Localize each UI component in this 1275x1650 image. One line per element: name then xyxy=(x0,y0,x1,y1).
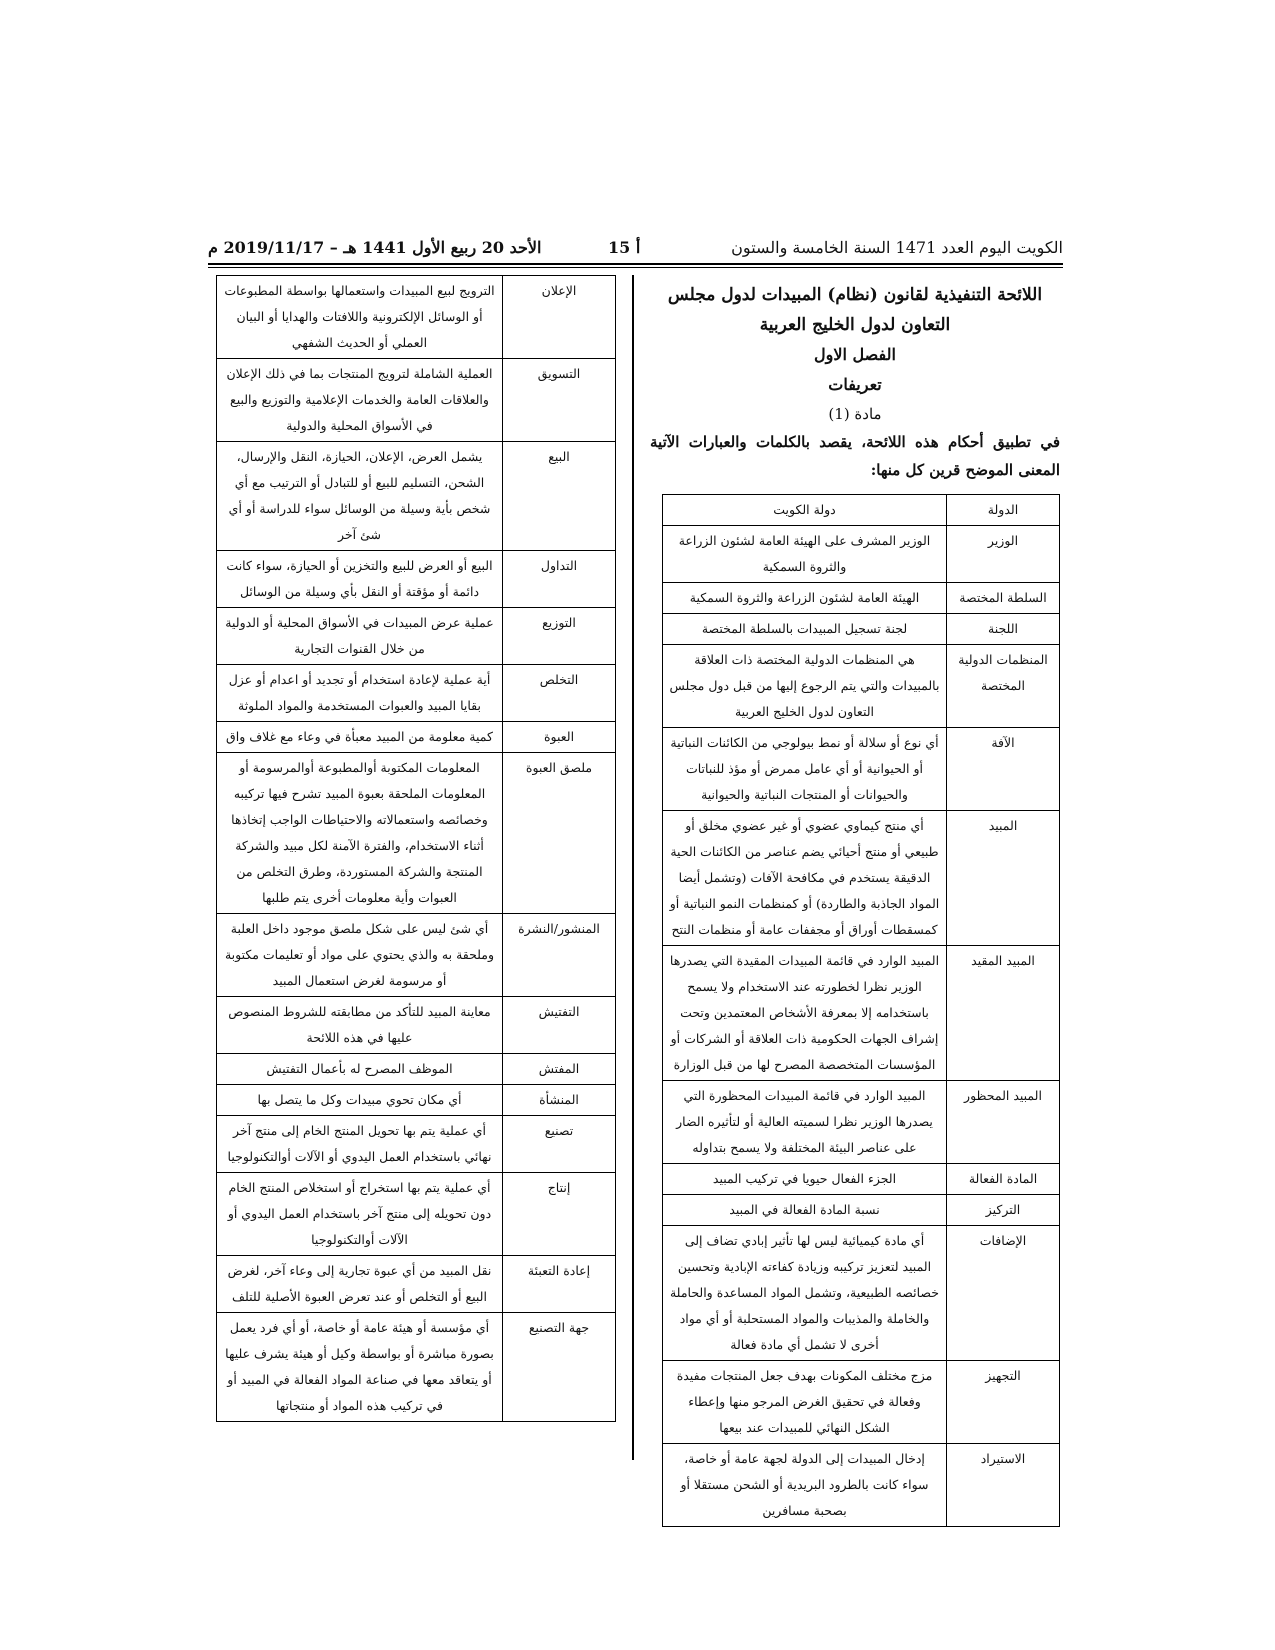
definition-text: الوزير المشرف على الهيئة العامة لشئون الزراعة والثروة السمكية xyxy=(663,526,947,583)
definition-row xyxy=(217,753,616,914)
definition-row xyxy=(663,614,1060,645)
definition-text: الموظف المصرح له بأعمال التفتيش xyxy=(217,1054,503,1085)
definition-row xyxy=(663,495,1060,526)
definition-text: أي منتج كيماوي عضوي أو غير عضوي مخلق أو طبيعي أو منتج أحيائي يضم عناصر من الكائنات الحية الدقيقة يستخدم في مكافحة الآفات (وتشمل أيضا المواد الجاذبة والطاردة) أو كمنظمات النمو النباتية أو كمسقطات أوراق أو مجففات عامة أو منظمات النتح xyxy=(663,811,947,946)
definition-row xyxy=(217,608,616,665)
definitions-table-right xyxy=(662,494,1060,1527)
right-column xyxy=(650,280,1060,484)
definition-term: الوزير xyxy=(947,526,1060,583)
definition-term: تصنيع xyxy=(503,1116,616,1173)
document-title-line-1: اللائحة التنفيذية لقانون (نظام) المبيدات لدول مجلس xyxy=(667,285,1043,305)
definition-term: المفتش xyxy=(503,1054,616,1085)
definition-text: المبيد الوارد في قائمة المبيدات المحظورة التي يصدرها الوزير نظرا لسميته العالية أو لتأثيره الضار على عناصر البيئة المختلفة ولا يسمح بتداوله xyxy=(663,1081,947,1164)
definition-row xyxy=(663,811,1060,946)
chapter-title: تعريفات xyxy=(828,375,882,394)
definition-term: المبيد المقيد xyxy=(947,946,1060,1081)
chapter-heading: الفصل الاول xyxy=(814,345,896,364)
definitions-table-left xyxy=(216,275,616,1422)
definition-term: التداول xyxy=(503,551,616,608)
definition-row xyxy=(663,1444,1060,1527)
definition-row xyxy=(663,645,1060,728)
definition-row xyxy=(217,665,616,722)
definition-row xyxy=(217,276,616,359)
definition-row xyxy=(217,1173,616,1256)
definition-term: الاستيراد xyxy=(947,1444,1060,1527)
definition-term: الإعلان xyxy=(503,276,616,359)
definition-text: هي المنظمات الدولية المختصة ذات العلاقة بالمبيدات والتي يتم الرجوع إليها من قبل دول مجلس التعاون لدول الخليج العربية xyxy=(663,645,947,728)
definition-row xyxy=(663,946,1060,1081)
header-rule-thin xyxy=(208,267,1063,268)
definition-row xyxy=(663,1081,1060,1164)
definition-term: العبوة xyxy=(503,722,616,753)
definition-text: أي شئ ليس على شكل ملصق موجود داخل العلبة وملحقة به والذي يحتوي على مواد أو تعليمات مكتوبة أو مرسومة لغرض استعمال المبيد xyxy=(217,914,503,997)
intro-paragraph: في تطبيق أحكام هذه اللائحة، يقصد بالكلمات والعبارات الآتية المعنى الموضح قرين كل منها: xyxy=(650,433,1060,479)
page-number: أ 15 xyxy=(608,238,641,257)
definition-term: التوزيع xyxy=(503,608,616,665)
definition-term: المبيد المحظور xyxy=(947,1081,1060,1164)
definition-row xyxy=(217,1313,616,1422)
definition-row xyxy=(663,1164,1060,1195)
definition-term: المبيد xyxy=(947,811,1060,946)
document-title-line-2: التعاون لدول الخليج العربية xyxy=(759,315,951,335)
definition-text: الجزء الفعال حيويا في تركيب المبيد xyxy=(663,1164,947,1195)
definition-term: المنشأة xyxy=(503,1085,616,1116)
definition-text: أي عملية يتم بها تحويل المنتج الخام إلى منتج آخر نهائي باستخدام العمل اليدوي أو الآلات أوالتكنولوجيا xyxy=(217,1116,503,1173)
definition-text: أية عملية لإعادة استخدام أو تجديد أو اعدام أو عزل بقايا المبيد والعبوات المستخدمة والمواد الملوثة xyxy=(217,665,503,722)
definition-term: الإضافات xyxy=(947,1226,1060,1361)
definition-term: السلطة المختصة xyxy=(947,583,1060,614)
definition-text: نقل المبيد من أي عبوة تجارية إلى وعاء آخر، لغرض البيع أو التخلص أو عند تعرض العبوة الأصلية للتلف xyxy=(217,1256,503,1313)
definition-row xyxy=(217,442,616,551)
definition-term: البيع xyxy=(503,442,616,551)
definition-row xyxy=(663,1361,1060,1444)
definition-term: التفتيش xyxy=(503,997,616,1054)
definition-term: اللجنة xyxy=(947,614,1060,645)
definitions-table-body xyxy=(663,495,1060,1527)
definition-term: جهة التصنيع xyxy=(503,1313,616,1422)
definition-term: إعادة التعبئة xyxy=(503,1256,616,1313)
definition-term: التخلص xyxy=(503,665,616,722)
definition-row xyxy=(217,551,616,608)
definition-text: العملية الشاملة لترويج المنتجات بما في ذلك الإعلان والعلاقات العامة والخدمات الإعلامية والتوزيع والبيع في الأسواق المحلية والدولية xyxy=(217,359,503,442)
definition-row xyxy=(663,728,1060,811)
definition-row xyxy=(217,1085,616,1116)
definition-text: إدخال المبيدات إلى الدولة لجهة عامة أو خاصة، سواء كانت بالطرود البريدية أو الشحن مستقلا أو بصحبة مسافرين xyxy=(663,1444,947,1527)
definitions-table-body xyxy=(217,276,616,1422)
definition-row xyxy=(217,914,616,997)
definition-term: الدولة xyxy=(947,495,1060,526)
definition-term: المادة الفعالة xyxy=(947,1164,1060,1195)
gazette-issue-info: الكويت اليوم العدد 1471 السنة الخامسة والستون xyxy=(731,238,1063,257)
definition-text: البيع أو العرض للبيع والتخزين أو الحيازة، سواء كانت دائمة أو مؤقتة أو النقل بأي وسيلة من الوسائل xyxy=(217,551,503,608)
definition-text: أي مكان تحوي مبيدات وكل ما يتصل بها xyxy=(217,1085,503,1116)
definition-row xyxy=(663,583,1060,614)
definition-text: أي عملية يتم بها استخراج أو استخلاص المنتج الخام دون تحويله إلى منتج آخر باستخدام العمل اليدوي أو الآلات أوالتكنولوجيا xyxy=(217,1173,503,1256)
definition-term: الآفة xyxy=(947,728,1060,811)
definition-text: يشمل العرض، الإعلان، الحيازة، النقل والإرسال، الشحن، التسليم للبيع أو للتبادل أو الترتيب مع أي شخص بأية وسيلة من الوسائل سواء للدراسة أو أي شئ آخر xyxy=(217,442,503,551)
page-header xyxy=(208,234,1063,262)
definition-term: التركيز xyxy=(947,1195,1060,1226)
definition-text: عملية عرض المبيدات في الأسواق المحلية أو الدولية من خلال القنوات التجارية xyxy=(217,608,503,665)
definition-text: معاينة المبيد للتأكد من مطابقته للشروط المنصوص عليها في هذه اللائحة xyxy=(217,997,503,1054)
issue-date: الأحد 20 ربيع الأول 1441 هـ – 2019/11/17 م xyxy=(208,238,542,257)
definition-term: المنشور/النشرة xyxy=(503,914,616,997)
definition-text: المعلومات المكتوبة أوالمطبوعة أوالمرسومة أو المعلومات الملحقة بعبوة المبيد تشرح فيها تركيبه وخصائصه واستعمالاته والاحتياطات الواجب إتخاذها أثناء الاستخدام، والفترة الآمنة لكل مبيد والشركة المنتجة والشركة المستوردة، وطرق التخلص من العبوات وأية معلومات أخرى يتم طلبها xyxy=(217,753,503,914)
definition-text: أي نوع أو سلالة أو نمط بيولوجي من الكائنات النباتية أو الحيوانية أو أي عامل ممرض أو مؤذ للنباتات والحيوانات أو المنتجات النباتية والحيوانية xyxy=(663,728,947,811)
definition-row xyxy=(663,1195,1060,1226)
definition-text: أي مادة كيميائية ليس لها تأثير إبادي تضاف إلى المبيد لتعزيز تركيبه وزيادة كفاءته الإبادية وتحسين خصائصه الطبيعية، وتشمل المواد المساعدة والحاملة والخاملة والمذيبات والمواد المستحلبة أو أي مواد أخرى لا تشمل أي مادة فعالة xyxy=(663,1226,947,1361)
definition-text: الترويج لبيع المبيدات واستعمالها بواسطة المطبوعات أو الوسائل الإلكترونية واللافتات والهدايا أو البيان العملي أو الحديث الشفهي xyxy=(217,276,503,359)
definition-row xyxy=(217,1116,616,1173)
definition-term: المنظمات الدولية المختصة xyxy=(947,645,1060,728)
definition-term: إنتاج xyxy=(503,1173,616,1256)
definition-row xyxy=(663,526,1060,583)
definition-row xyxy=(217,722,616,753)
definition-text: دولة الكويت xyxy=(663,495,947,526)
definition-text: كمية معلومة من المبيد معبأة في وعاء مع غلاف واق xyxy=(217,722,503,753)
column-divider xyxy=(632,275,634,1460)
header-rule xyxy=(208,263,1063,265)
definition-row xyxy=(217,359,616,442)
definition-text: نسبة المادة الفعالة في المبيد xyxy=(663,1195,947,1226)
definition-row xyxy=(217,1256,616,1313)
definition-row xyxy=(217,997,616,1054)
definition-row xyxy=(663,1226,1060,1361)
definition-text: المبيد الوارد في قائمة المبيدات المقيدة التي يصدرها الوزير نظرا لخطورته عند الاستخدام ولا يسمح باستخدامه إلا بمعرفة الأشخاص المعتمدين وتحت إشراف الجهات الحكومية ذات العلاقة أو الشركات أو المؤسسات المتخصصة المصرح لها من قبل الوزارة xyxy=(663,946,947,1081)
article-heading: مادة (1) xyxy=(828,405,882,423)
definition-text: أي مؤسسة أو هيئة عامة أو خاصة، أو أي فرد يعمل بصورة مباشرة أو بواسطة وكيل أو هيئة يشرف عليها أو يتعاقد معها في صناعة المواد الفعالة في المبيد أو في تركيب هذه المواد أو منتجاتها xyxy=(217,1313,503,1422)
definition-row xyxy=(217,1054,616,1085)
definition-term: التجهيز xyxy=(947,1361,1060,1444)
definition-text: لجنة تسجيل المبيدات بالسلطة المختصة xyxy=(663,614,947,645)
definition-term: ملصق العبوة xyxy=(503,753,616,914)
definition-text: الهيئة العامة لشئون الزراعة والثروة السمكية xyxy=(663,583,947,614)
definition-text: مزج مختلف المكونات بهدف جعل المنتجات مفيدة وفعالة في تحقيق الغرض المرجو منها وإعطاء الشكل النهائي للمبيدات عند بيعها xyxy=(663,1361,947,1444)
definition-term: التسويق xyxy=(503,359,616,442)
